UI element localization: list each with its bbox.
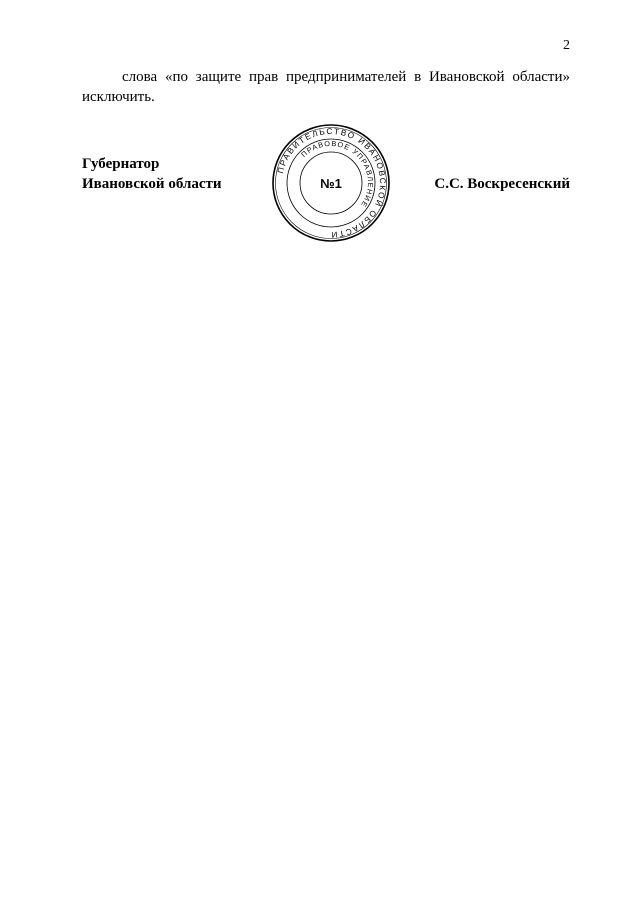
seal-inner-text: ПРАВОВОЕ УПРАВЛЕНИЕ	[299, 138, 376, 210]
page-number: 2	[563, 38, 570, 53]
signatory-title-line-2: Ивановской области	[82, 176, 222, 192]
official-seal	[270, 122, 392, 244]
body-line-1: слова «по защите прав предпринимателей в Ивановской области»	[122, 69, 570, 85]
signatory-title-line-1: Губернатор	[82, 156, 160, 172]
signatory-name: С.С. Воскресенский	[434, 176, 570, 192]
seal-outer-text: ПРАВИТЕЛЬСТВО ИВАНОВСКОЙ ОБЛАСТИ	[275, 126, 388, 240]
seal-center-number: №1	[320, 176, 342, 191]
signatory-title	[82, 154, 222, 194]
body-paragraph	[82, 67, 570, 107]
seal-graphic	[270, 122, 392, 244]
body-line-2: исключить.	[82, 89, 155, 105]
